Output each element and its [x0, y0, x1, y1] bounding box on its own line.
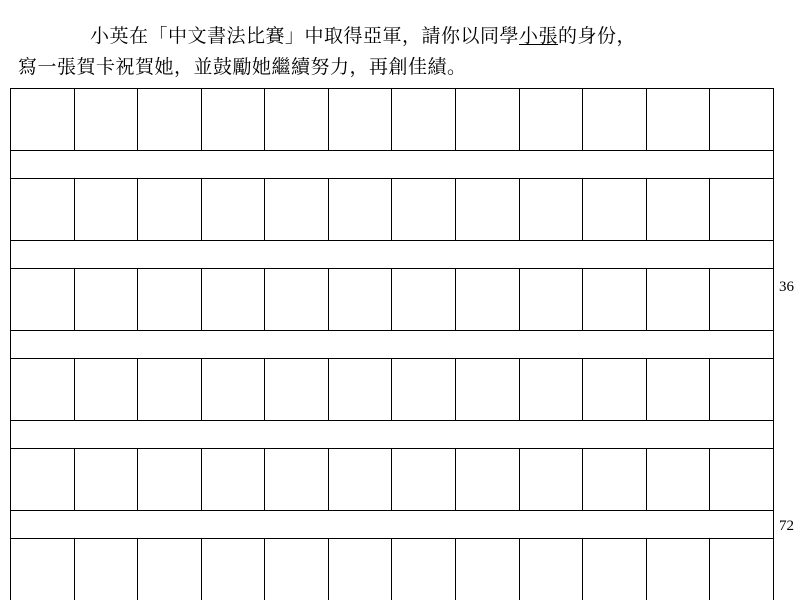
- grid-cell[interactable]: [265, 539, 329, 600]
- grid-cell[interactable]: [520, 89, 584, 150]
- prompt-paragraph: [18, 21, 778, 83]
- grid-cell[interactable]: [520, 269, 584, 330]
- grid-cell[interactable]: [583, 359, 647, 420]
- grid-spacer-row: [10, 510, 774, 538]
- grid-cell[interactable]: [329, 89, 393, 150]
- grid-cell[interactable]: [392, 89, 456, 150]
- grid-cell[interactable]: [647, 539, 711, 600]
- grid-cell[interactable]: [11, 269, 75, 330]
- grid-cell[interactable]: [583, 539, 647, 600]
- grid-cell[interactable]: [647, 89, 711, 150]
- grid-cell[interactable]: [138, 539, 202, 600]
- grid-cell[interactable]: [265, 359, 329, 420]
- prompt-line-1: 小英在「中文書法比賽」中取得亞軍，請你以同學: [90, 26, 520, 47]
- grid-cell[interactable]: [265, 449, 329, 510]
- grid-cell[interactable]: [710, 449, 774, 510]
- grid-cell[interactable]: [583, 179, 647, 240]
- grid-cell[interactable]: [75, 359, 139, 420]
- prompt-line-1-tail: 的身份，: [558, 26, 637, 47]
- grid-cell[interactable]: [138, 359, 202, 420]
- grid-cell[interactable]: [11, 359, 75, 420]
- grid-cell[interactable]: [202, 89, 266, 150]
- grid-spacer-row: [10, 240, 774, 268]
- grid-cell[interactable]: [202, 359, 266, 420]
- grid-cell[interactable]: [456, 179, 520, 240]
- grid-row-2: [10, 178, 774, 240]
- grid-cell[interactable]: [456, 539, 520, 600]
- grid-cell[interactable]: [392, 449, 456, 510]
- grid-cell[interactable]: [456, 269, 520, 330]
- grid-cell[interactable]: [710, 539, 774, 600]
- grid-cell[interactable]: [329, 269, 393, 330]
- grid-cell[interactable]: [647, 179, 711, 240]
- grid-row-3: [10, 268, 774, 330]
- grid-cell[interactable]: [710, 269, 774, 330]
- grid-cell[interactable]: [265, 179, 329, 240]
- grid-cell[interactable]: [392, 269, 456, 330]
- grid-cell[interactable]: [265, 269, 329, 330]
- grid-cell[interactable]: [202, 179, 266, 240]
- grid-cell[interactable]: [710, 359, 774, 420]
- grid-cell[interactable]: [456, 449, 520, 510]
- grid-cell[interactable]: [329, 359, 393, 420]
- word-count-marker-72: 72: [779, 518, 794, 534]
- grid-cell[interactable]: [710, 89, 774, 150]
- grid-cell[interactable]: [456, 89, 520, 150]
- grid-cell[interactable]: [583, 269, 647, 330]
- grid-cell[interactable]: [329, 449, 393, 510]
- grid-cell[interactable]: [647, 449, 711, 510]
- grid-cell[interactable]: [392, 539, 456, 600]
- grid-cell[interactable]: [202, 449, 266, 510]
- grid-cell[interactable]: [138, 449, 202, 510]
- grid-cell[interactable]: [647, 359, 711, 420]
- grid-cell[interactable]: [520, 179, 584, 240]
- grid-cell[interactable]: [520, 539, 584, 600]
- grid-cell[interactable]: [520, 449, 584, 510]
- grid-cell[interactable]: [11, 449, 75, 510]
- grid-cell[interactable]: [583, 89, 647, 150]
- grid-spacer-row: [10, 330, 774, 358]
- grid-cell[interactable]: [138, 179, 202, 240]
- grid-cell[interactable]: [392, 359, 456, 420]
- prompt-underlined-name: 小張: [519, 26, 559, 47]
- grid-cell[interactable]: [456, 359, 520, 420]
- grid-row-4: [10, 358, 774, 420]
- grid-cell[interactable]: [520, 359, 584, 420]
- grid-cell[interactable]: [329, 179, 393, 240]
- grid-cell[interactable]: [647, 269, 711, 330]
- word-count-marker-36: 36: [779, 279, 794, 295]
- prompt-line-2: 寫一張賀卡祝賀她，並鼓勵她繼續努力，再創佳績。: [18, 57, 467, 78]
- grid-cell[interactable]: [11, 89, 75, 150]
- grid-row-5: [10, 448, 774, 510]
- grid-cell[interactable]: [75, 179, 139, 240]
- grid-cell[interactable]: [138, 269, 202, 330]
- grid-cell[interactable]: [583, 449, 647, 510]
- grid-cell[interactable]: [75, 89, 139, 150]
- grid-row-1: [10, 88, 774, 150]
- grid-cell[interactable]: [329, 539, 393, 600]
- grid-cell[interactable]: [265, 89, 329, 150]
- grid-cell[interactable]: [11, 539, 75, 600]
- grid-cell[interactable]: [202, 539, 266, 600]
- grid-cell[interactable]: [392, 179, 456, 240]
- grid-cell[interactable]: [75, 269, 139, 330]
- grid-cell[interactable]: [710, 179, 774, 240]
- grid-row-6: [10, 538, 774, 600]
- grid-cell[interactable]: [138, 89, 202, 150]
- grid-cell[interactable]: [75, 449, 139, 510]
- grid-cell[interactable]: [202, 269, 266, 330]
- grid-spacer-row: [10, 150, 774, 178]
- writing-grid: [10, 88, 774, 600]
- grid-spacer-row: [10, 420, 774, 448]
- grid-cell[interactable]: [75, 539, 139, 600]
- grid-cell[interactable]: [11, 179, 75, 240]
